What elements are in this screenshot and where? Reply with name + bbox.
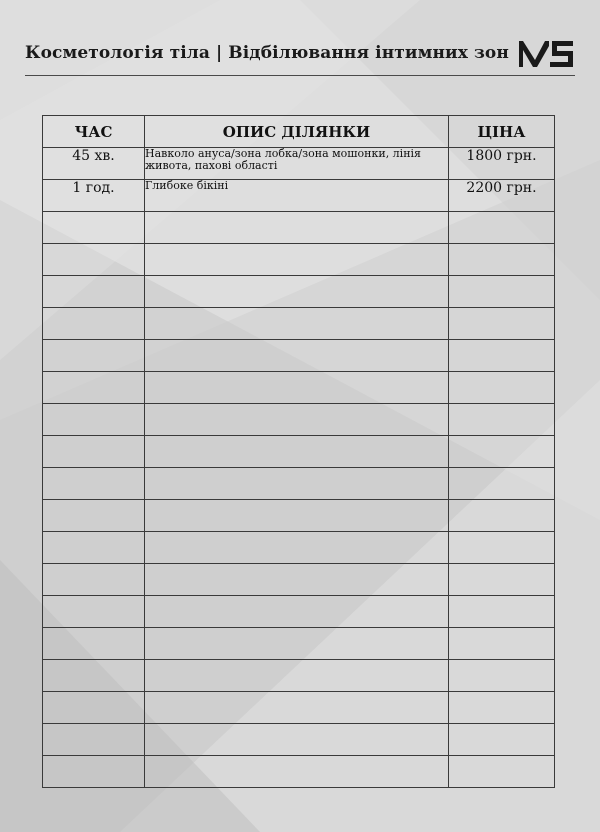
table-row (43, 756, 555, 788)
description-cell: Глибоке бікіні (145, 180, 449, 212)
price-cell (449, 212, 555, 244)
price-cell (449, 628, 555, 660)
title-service: Відбілювання інтимних зон (228, 43, 509, 63)
column-header-description: ОПИС ДІЛЯНКИ (145, 116, 449, 148)
description-cell: Навколо ануса/зона лобка/зона мошонки, лінія живота, пахові області (145, 148, 449, 180)
table-row (43, 532, 555, 564)
time-cell (43, 340, 145, 372)
time-cell: 1 год. (43, 180, 145, 212)
description-cell (145, 404, 449, 436)
description-cell (145, 244, 449, 276)
table-row (43, 276, 555, 308)
time-cell (43, 692, 145, 724)
table-row (43, 308, 555, 340)
table-row (43, 436, 555, 468)
table-row (43, 148, 555, 180)
time-cell (43, 596, 145, 628)
column-header-price: ЦІНА (449, 116, 555, 148)
price-cell (449, 724, 555, 756)
table-row (43, 180, 555, 212)
time-cell (43, 276, 145, 308)
description-cell (145, 660, 449, 692)
price-cell (449, 436, 555, 468)
time-cell (43, 212, 145, 244)
description-cell (145, 308, 449, 340)
description-cell (145, 468, 449, 500)
description-cell (145, 500, 449, 532)
price-cell (449, 372, 555, 404)
price-cell (449, 404, 555, 436)
table-row (43, 660, 555, 692)
description-cell (145, 532, 449, 564)
price-cell (449, 692, 555, 724)
table-row (43, 596, 555, 628)
description-cell (145, 756, 449, 788)
price-cell (449, 756, 555, 788)
table-row (43, 564, 555, 596)
description-cell (145, 372, 449, 404)
column-header-time: ЧАС (43, 116, 145, 148)
time-cell: 45 хв. (43, 148, 145, 180)
table-row (43, 212, 555, 244)
table-row (43, 724, 555, 756)
description-cell (145, 724, 449, 756)
table-row (43, 468, 555, 500)
description-cell (145, 340, 449, 372)
table-row (43, 404, 555, 436)
time-cell (43, 468, 145, 500)
title-category: Косметологія тіла (25, 43, 210, 63)
price-cell (449, 340, 555, 372)
time-cell (43, 404, 145, 436)
table-row (43, 244, 555, 276)
time-cell (43, 724, 145, 756)
time-cell (43, 564, 145, 596)
description-cell (145, 212, 449, 244)
ms-logo-icon (517, 38, 575, 68)
table-header-row (43, 116, 555, 148)
price-cell (449, 244, 555, 276)
table-row (43, 372, 555, 404)
price-cell (449, 532, 555, 564)
time-cell (43, 500, 145, 532)
price-cell: 1800 грн. (449, 148, 555, 180)
description-cell (145, 564, 449, 596)
table-row (43, 340, 555, 372)
price-cell (449, 660, 555, 692)
time-cell (43, 532, 145, 564)
header (25, 38, 575, 74)
page-title (25, 43, 509, 63)
description-cell (145, 276, 449, 308)
description-cell (145, 436, 449, 468)
time-cell (43, 660, 145, 692)
description-cell (145, 692, 449, 724)
price-cell (449, 276, 555, 308)
time-cell (43, 372, 145, 404)
table-row (43, 628, 555, 660)
description-cell (145, 628, 449, 660)
table-row (43, 692, 555, 724)
price-cell (449, 500, 555, 532)
table-row (43, 500, 555, 532)
price-cell (449, 308, 555, 340)
header-divider (25, 75, 575, 76)
time-cell (43, 308, 145, 340)
time-cell (43, 436, 145, 468)
title-separator: | (215, 43, 223, 63)
price-cell (449, 564, 555, 596)
description-cell (145, 596, 449, 628)
price-cell: 2200 грн. (449, 180, 555, 212)
time-cell (43, 756, 145, 788)
time-cell (43, 244, 145, 276)
price-cell (449, 468, 555, 500)
price-table (42, 115, 555, 788)
price-cell (449, 596, 555, 628)
time-cell (43, 628, 145, 660)
